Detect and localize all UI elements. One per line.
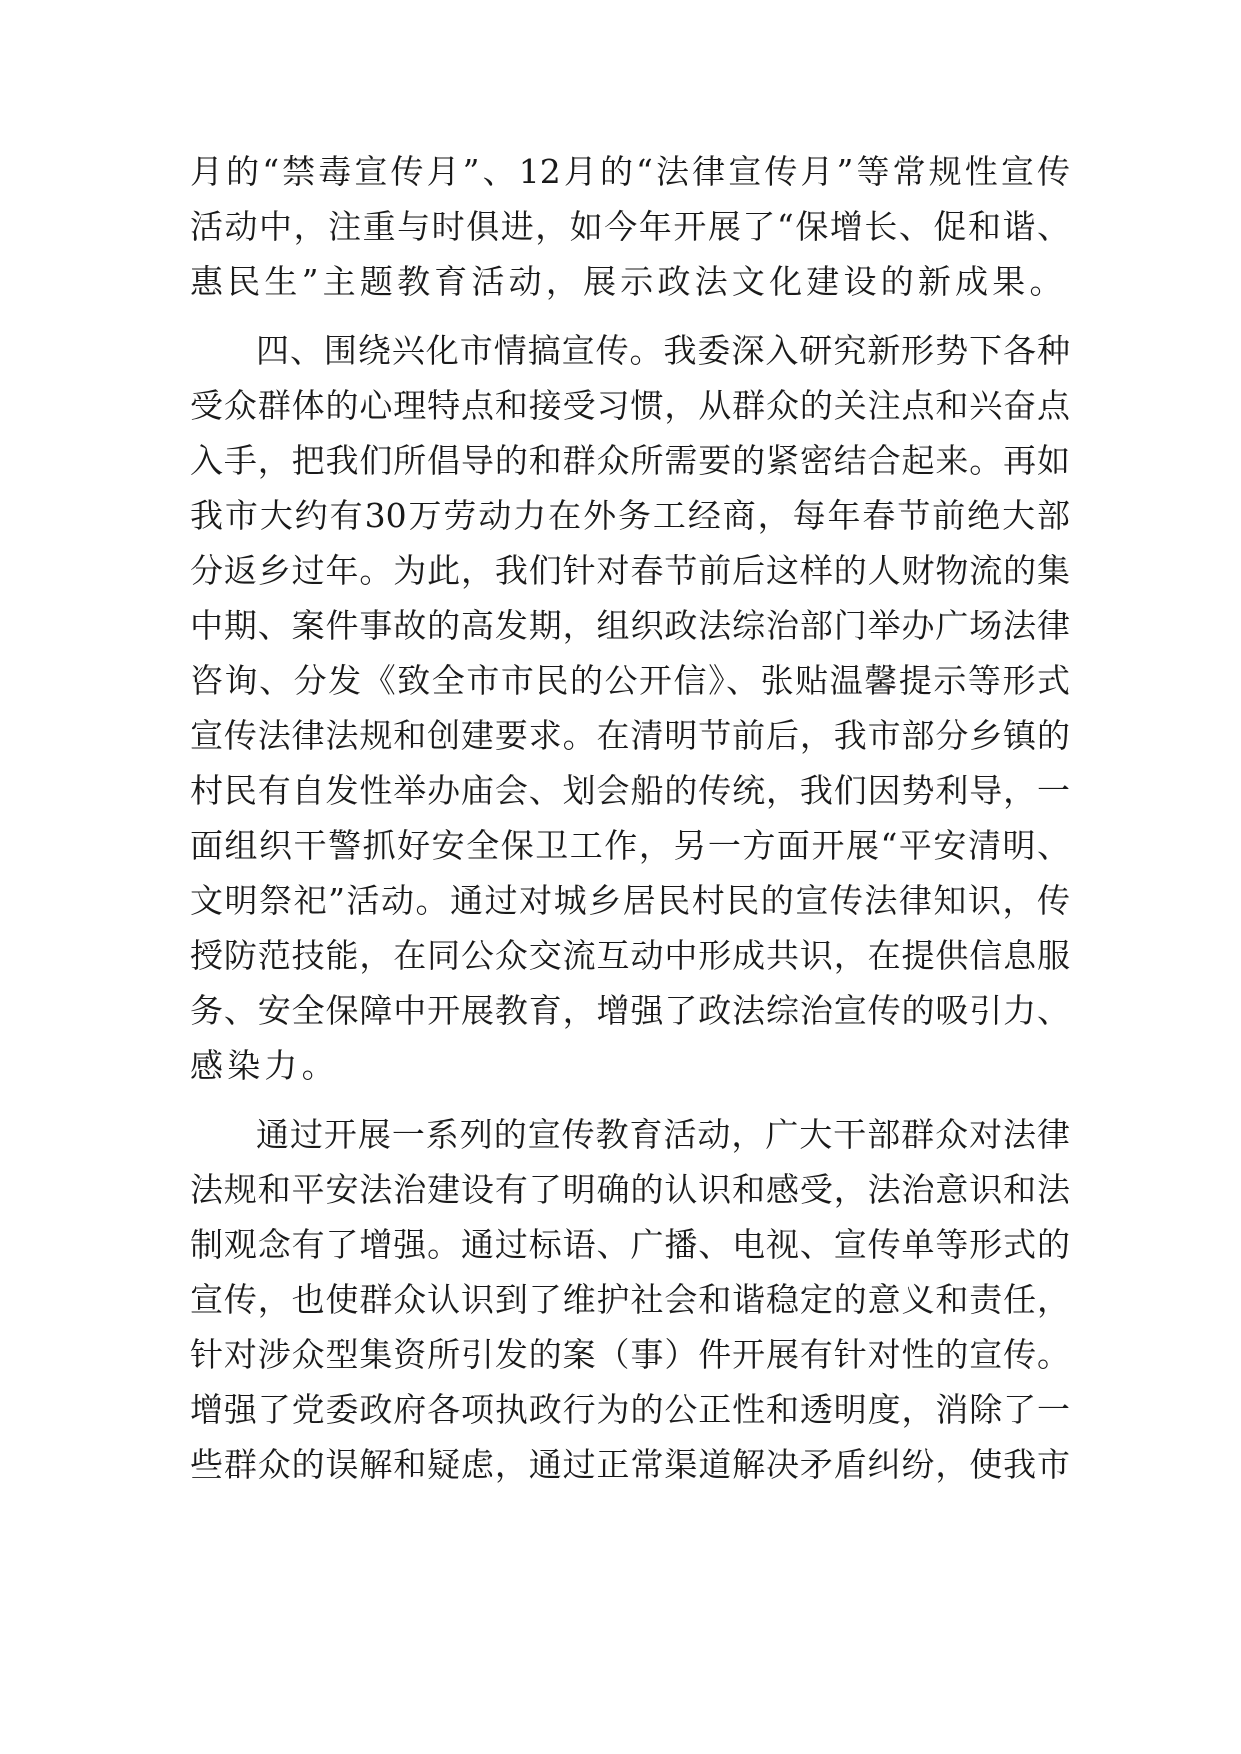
text-line: 我市大约有30万劳动力在外务工经商，每年春节前绝大部 xyxy=(190,496,1070,535)
text-line: 中期、案件事故的高发期，组织政法综治部门举办广场法律 xyxy=(190,606,1070,645)
text-line: 月的“禁毒宣传月”、12月的“法律宣传月”等常规性宣传 xyxy=(190,152,1070,191)
text-line: 入手，把我们所倡导的和群众所需要的紧密结合起来。再如 xyxy=(190,441,1070,480)
text-line: 惠民生”主题教育活动，展示政法文化建设的新成果。 xyxy=(190,262,1067,301)
text-line: 法规和平安法治建设有了明确的认识和感受，法治意识和法 xyxy=(190,1170,1070,1209)
paragraph-start-line: 四、围绕兴化市情搞宣传。我委深入研究新形势下各种 xyxy=(256,331,1070,370)
paragraph-start-line: 通过开展一系列的宣传教育活动，广大干部群众对法律 xyxy=(256,1115,1070,1154)
text-line: 针对涉众型集资所引发的案（事）件开展有针对性的宣传。 xyxy=(190,1335,1070,1374)
text-line: 村民有自发性举办庙会、划会船的传统，我们因势利导，一 xyxy=(190,771,1070,810)
text-line: 务、安全保障中开展教育，增强了政法综治宣传的吸引力、 xyxy=(190,991,1070,1030)
text-line: 面组织干警抓好安全保卫工作，另一方面开展“平安清明、 xyxy=(190,826,1070,865)
text-line: 授防范技能，在同公众交流互动中形成共识，在提供信息服 xyxy=(190,936,1070,975)
text-line: 制观念有了增强。通过标语、广播、电视、宣传单等形式的 xyxy=(190,1225,1070,1264)
text-line: 活动中，注重与时俱进，如今年开展了“保增长、促和谐、 xyxy=(190,207,1070,246)
text-line: 些群众的误解和疑虑，通过正常渠道解决矛盾纠纷，使我市 xyxy=(190,1445,1070,1484)
text-line: 文明祭祀”活动。通过对城乡居民村民的宣传法律知识，传 xyxy=(190,881,1070,920)
text-line: 感染力。 xyxy=(190,1046,339,1085)
text-line: 宣传，也使群众认识到了维护社会和谐稳定的意义和责任， xyxy=(190,1280,1070,1319)
text-line: 受众群体的心理特点和接受习惯，从群众的关注点和兴奋点 xyxy=(190,386,1070,425)
text-line: 咨询、分发《致全市市民的公开信》、张贴温馨提示等形式 xyxy=(190,661,1070,700)
text-line: 分返乡过年。为此，我们针对春节前后这样的人财物流的集 xyxy=(190,551,1070,590)
text-line: 增强了党委政府各项执政行为的公正性和透明度，消除了一 xyxy=(190,1390,1070,1429)
text-line: 宣传法律法规和创建要求。在清明节前后，我市部分乡镇的 xyxy=(190,716,1070,755)
